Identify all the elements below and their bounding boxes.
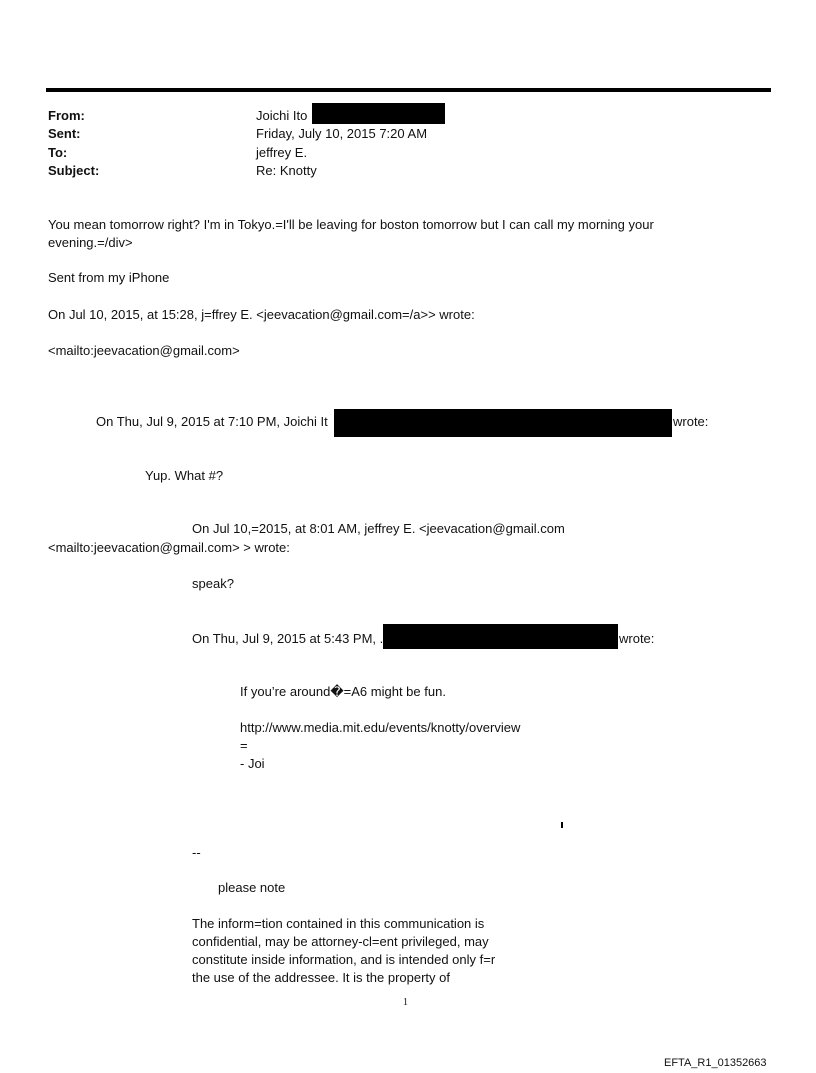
page-number: 1 xyxy=(403,997,408,1008)
yup-line: Yup. What #? xyxy=(145,468,224,483)
please-note-line: please note xyxy=(218,880,286,895)
footer-document-id: EFTA_R1_01352663 xyxy=(664,1057,767,1069)
quote-header-2-start: On Thu, Jul 9, 2015 at 7:10 PM, Joichi It xyxy=(96,414,328,429)
disclaimer-line-2: confidential, may be attorney-cl=ent privileged, may xyxy=(192,934,489,949)
sent-from-line: Sent from my iPhone xyxy=(48,270,170,285)
disclaimer-line-3: constitute inside information, and is intended only f=r xyxy=(192,952,496,967)
quote-header-3-line-1: On Jul 10,=2015, at 8:01 AM, jeffrey E. <jeevacation@gmail.com xyxy=(192,521,565,536)
quote-header-4-end: wrote: xyxy=(619,631,655,646)
to-label: To: xyxy=(48,145,68,160)
quote-header-4-start: On Thu, Jul 9, 2015 at 5:43 PM, . xyxy=(192,631,384,646)
signature-line: - Joi xyxy=(240,756,265,771)
to-value: jeffrey E. xyxy=(256,145,308,160)
quote-header-1: On Jul 10, 2015, at 15:28, j=ffrey E. <jeevacation@gmail.com=/a>> wrote: xyxy=(48,307,475,322)
disclaimer-line-1: The inform=tion contained in this communication is xyxy=(192,916,485,931)
equals-line: = xyxy=(240,738,248,753)
redaction-quote-2 xyxy=(334,409,672,437)
body-line-2: evening.=/div> xyxy=(48,235,133,250)
from-label: From: xyxy=(48,108,85,123)
speak-line: speak? xyxy=(192,576,234,591)
redaction-from xyxy=(312,103,445,124)
sent-value: Friday, July 10, 2015 7:20 AM xyxy=(256,126,428,141)
quote-header-3-line-2: <mailto:jeevacation@gmail.com> > wrote: xyxy=(48,540,290,555)
around-line: If you’re around�=A6 might be fun. xyxy=(240,684,446,699)
redaction-quote-4 xyxy=(383,624,618,649)
subject-value: Re: Knotty xyxy=(256,163,317,178)
sent-label: Sent: xyxy=(48,126,81,141)
disclaimer-line-4: the use of the addressee. It is the property of xyxy=(192,970,450,985)
event-url: http://www.media.mit.edu/events/knotty/overview xyxy=(240,720,521,735)
subject-label: Subject: xyxy=(48,163,100,178)
dashes-line: -- xyxy=(192,845,201,860)
body-line-1: You mean tomorrow right? I'm in Tokyo.=I'll be leaving for boston tomorrow but I can call my morning your xyxy=(48,217,654,232)
header-rule xyxy=(46,88,771,92)
mailto-line-1: <mailto:jeevacation@gmail.com> xyxy=(48,343,240,358)
stray-mark xyxy=(561,822,563,828)
quote-header-2-end: wrote: xyxy=(673,414,709,429)
from-value: Joichi Ito xyxy=(256,108,308,123)
